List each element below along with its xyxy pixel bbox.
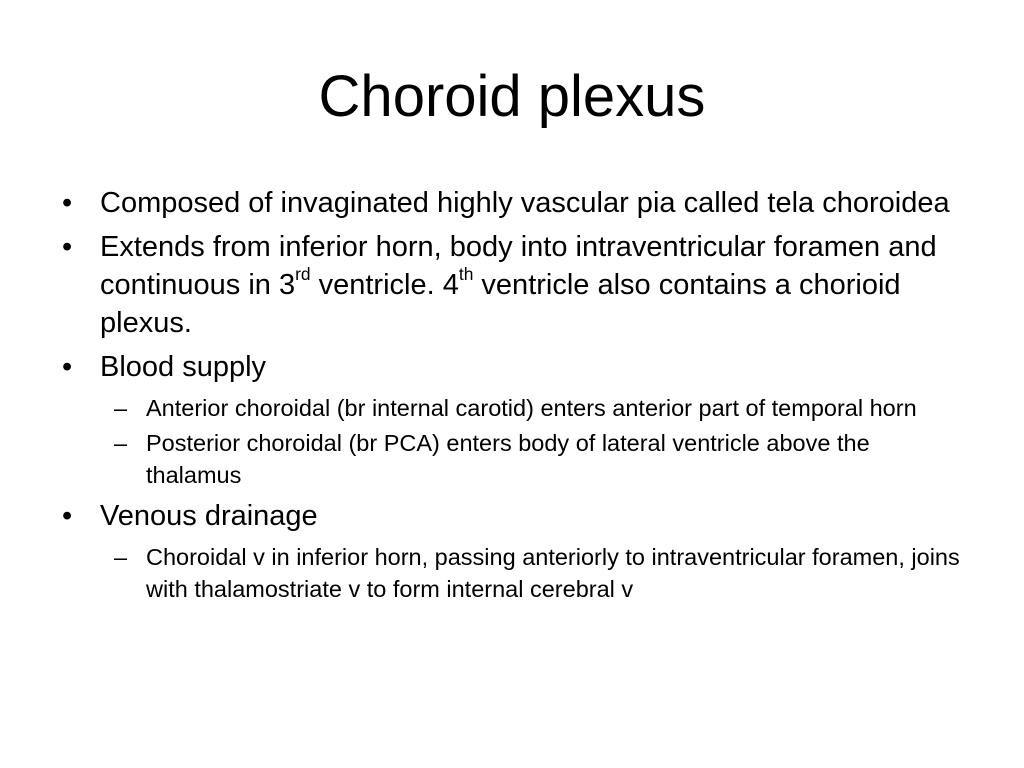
bullet-text-part: Extends from inferior horn, body into intraventricular foramen and continuous in 3	[100, 231, 937, 301]
bullet-item	[62, 184, 962, 222]
sub-bullet-marker: –	[114, 395, 128, 421]
bullet-text-part: ventricle. 4	[310, 269, 459, 301]
bullet-item	[62, 228, 962, 342]
sub-bullet-text: Anterior choroidal (br internal carotid) enters anterior part of temporal horn	[146, 395, 917, 421]
bullet-text: Blood supply	[100, 351, 267, 383]
bullet-marker: •	[62, 351, 73, 383]
bullet-marker: •	[62, 500, 73, 532]
bullet-item	[62, 497, 962, 535]
bullet-text-part: ventricle also contains a chorioid plexus.	[100, 269, 901, 339]
superscript: rd	[295, 263, 311, 284]
sub-bullet-marker: –	[114, 430, 128, 456]
sub-bullet-item	[62, 541, 962, 605]
bullet-item	[62, 348, 962, 386]
bullet-text	[100, 231, 937, 339]
sub-bullet-item	[62, 427, 962, 491]
bullet-text: Composed of invaginated highly vascular pia called tela choroidea	[100, 187, 950, 219]
sub-bullet-text: Choroidal v in inferior horn, passing anteriorly to intraventricular foramen, joins with thalamostriate v to form internal cerebral v	[146, 544, 960, 602]
bullet-marker: •	[62, 187, 73, 219]
sub-bullet-item	[62, 392, 962, 424]
superscript: th	[458, 263, 474, 284]
slide-content	[62, 184, 962, 608]
sub-bullet-marker: –	[114, 544, 128, 570]
bullet-text: Venous drainage	[100, 500, 318, 532]
bullet-marker: •	[62, 231, 73, 263]
sub-bullet-text: Posterior choroidal (br PCA) enters body of lateral ventricle above the thalamus	[146, 430, 870, 488]
slide-title: Choroid plexus	[318, 64, 706, 129]
